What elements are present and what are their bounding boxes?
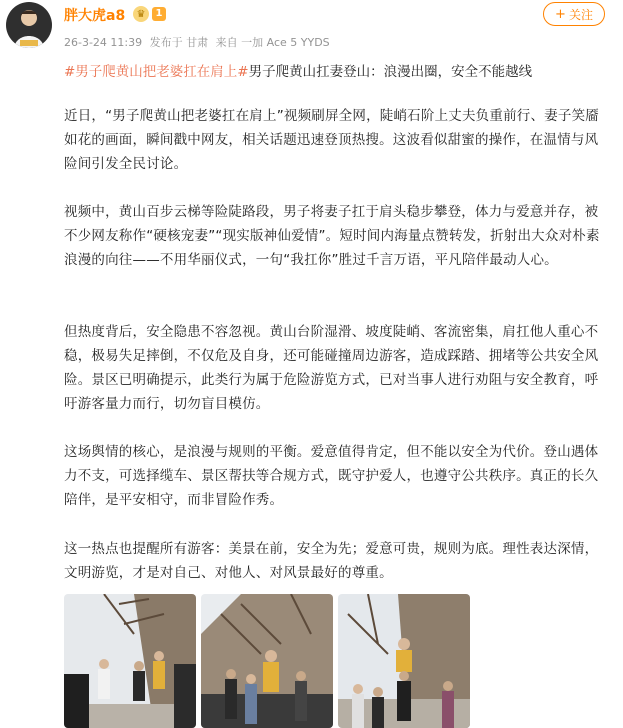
crown-icon: ♛ xyxy=(133,6,149,22)
post-source: 来自 一加 Ace 5 YYDS xyxy=(215,36,330,49)
hashtag-link[interactable]: #男子爬黄山把老婆扛在肩上# xyxy=(64,64,249,80)
post-time[interactable]: 26-3-24 11:39 xyxy=(64,36,143,49)
avatar[interactable] xyxy=(6,2,52,48)
post-title-text: 男子爬黄山扛妻登山：浪漫出圈，安全不能越线 xyxy=(248,64,533,80)
user-badges xyxy=(133,6,166,22)
post-paragraph: 这场舆情的核心，是浪漫与规则的平衡。爱意值得肯定，但不能以安全为代价。登山遇体力不支，可选择缆车、景区帮扶等合规方式，既守护爱人，也遵守公共秩序。真正的长久陪伴，是平安相守，而非冒险作秀。 xyxy=(64,444,599,508)
post-photo-3[interactable] xyxy=(338,594,470,728)
post-title xyxy=(64,60,532,80)
post-photo-1[interactable] xyxy=(64,594,196,728)
post-paragraph: 近日，“男子爬黄山把老婆扛在肩上”视频刷屏全网，陡峭石阶上丈夫负重前行、妻子笑靥如花的画面，瞬间戳中网友，相关话题迅速登顶热搜。这波看似甜蜜的操作，在温情与风险间引发全民讨论。 xyxy=(64,108,599,172)
post-paragraph: 视频中，黄山百步云梯等险陡路段，男子将妻子扛于肩头稳步攀登，体力与爱意并存，被不少网友称作“硬核宠妻”“现实版神仙爱情”。短时间内海量点赞转发，折射出大众对朴素浪漫的向往——不用华丽仪式，一句“我扛你”胜过千言万语，平凡陪伴最动人心。 xyxy=(64,204,600,268)
follow-label: 关注 xyxy=(568,7,593,22)
username[interactable]: 胖大虎a8 xyxy=(64,8,126,24)
post-photo-2[interactable] xyxy=(201,594,333,728)
follow-button[interactable] xyxy=(543,2,605,26)
post-location: 发布于 甘肃 xyxy=(149,36,209,49)
photo-grid xyxy=(64,594,470,728)
post-meta xyxy=(64,34,334,50)
plus-icon: + xyxy=(555,6,566,22)
user-level-badge: 1 xyxy=(152,7,166,21)
post-paragraph: 这一热点也提醒所有游客：美景在前，安全为先；爱意可贵，规则为底。理性表达深情，文明游览，才是对自己、对他人、对风景最好的尊重。 xyxy=(64,541,599,581)
post-paragraph: 但热度背后，安全隐患不容忽视。黄山台阶湿滑、坡度陡峭、客流密集，肩扛他人重心不稳，极易失足摔倒，不仅危及自身，还可能碰撞周边游客，造成踩踏、拥堵等公共安全风险。景区已明确提示，此类行为属于危险游览方式，已对当事人进行劝阻与安全教育，呼吁游客量力而行，切勿盲目模仿。 xyxy=(64,324,599,412)
